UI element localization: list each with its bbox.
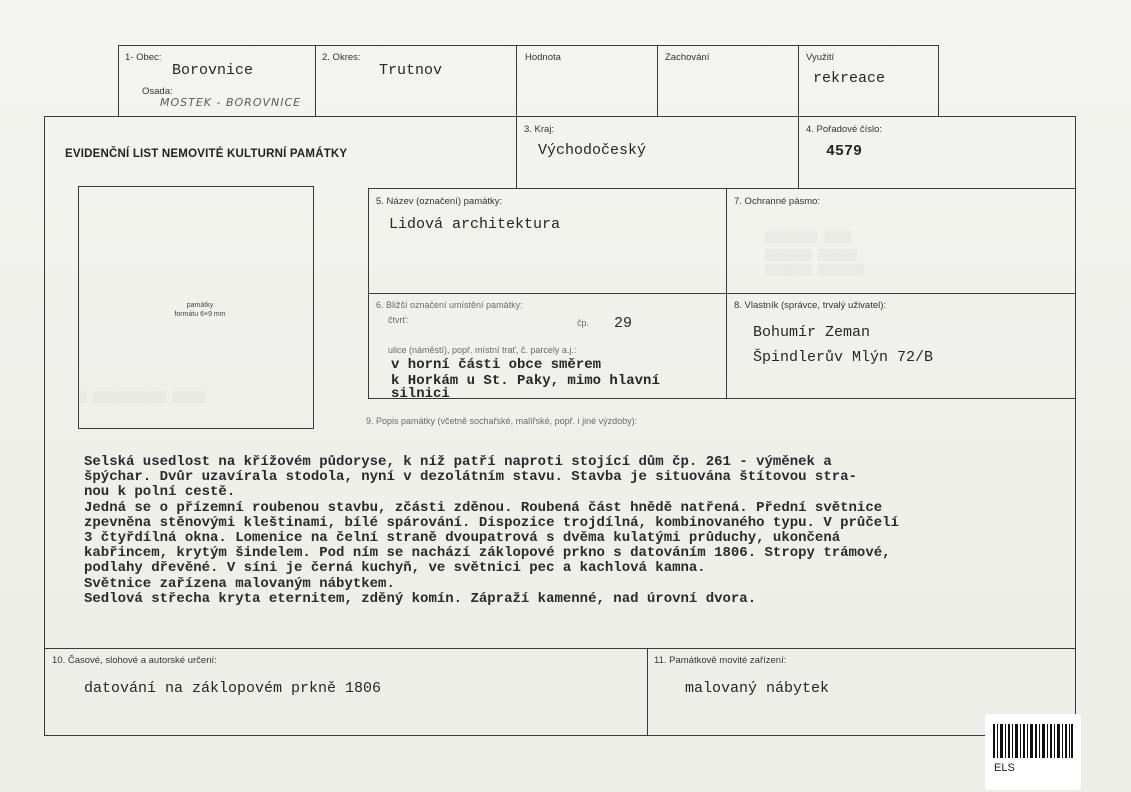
umisteni-line: silnici <box>391 386 450 397</box>
popis-line: špýchar. Dvůr uzavírala stodola, nyní v dezolátním stavu. Stavba je situována štítovou stra- <box>84 469 857 486</box>
show-through-text: ▒▒▒▒▒▒▒ ▒▒▒▒▒▒ <box>765 250 858 262</box>
obec-value: Borovnice <box>172 62 254 79</box>
vlastnik-name: Bohumír Zeman <box>753 324 871 341</box>
popis-line: Jedná se o přízemní roubenou stavbu, zčásti zděnou. Roubená část hnědě natřená. Přední světnice <box>84 499 883 516</box>
popis-line: nou k polní cestě. <box>84 484 236 501</box>
hodnota-label: Hodnota <box>525 52 561 63</box>
osada-value: MOSTEK - BOROVNICE <box>160 96 302 109</box>
popis-line: zpevněna stěnovými kleštinami, bílé spárování. Dispozice trojdílná, kombinovaného typu. V průčelí <box>84 514 899 531</box>
barcode-code: ELS <box>994 762 1015 774</box>
kraj-value: Východočeský <box>538 142 647 159</box>
popis-line: Světnice zařízena malovaným nábytkem. <box>84 575 395 592</box>
pasmo-label: 7. Ochranné pásmo: <box>734 196 821 207</box>
popis-line: kabřincem, krytým šindelem. Pod ním se nachází záklopové prkno s datováním 1806. Stropy trámové, <box>84 545 891 562</box>
cp-label: čp. <box>577 318 590 328</box>
vyuziti-value: rekreace <box>813 70 886 87</box>
obec-label: 1- Obec: <box>125 52 162 63</box>
poradove-label: 4. Pořadové číslo: <box>806 124 883 135</box>
ctvrt-label: čtvrť: <box>388 315 409 325</box>
nazev-label: 5. Název (označení) památky: <box>376 196 503 207</box>
osada-label: Osada: <box>142 86 173 97</box>
ulice-label: ulice (náměstí), popř. místní trať, č. parcely a.j.: <box>388 345 577 355</box>
okres-label: 2. Okres: <box>322 52 361 63</box>
kraj-label: 3. Kraj: <box>524 124 555 135</box>
casove-label: 10. Časové, slohové a autorské určení: <box>52 655 217 666</box>
popis-line: Selská usedlost na křížovém půdoryse, k níž patří naproti stojící dům čp. 261 - výměnek a <box>84 454 832 470</box>
show-through-text: ▒▒▒▒▒▒▒ ▒▒▒▒▒▒▒ <box>765 265 865 277</box>
popis-line: Sedlová střecha kryta eternitem, zděný komín. Zápraží kamenné, nad úrovní dvora. <box>84 590 757 607</box>
umisteni-label: 6. Bližší označení umístění památky: <box>376 300 523 310</box>
movite-label: 11. Památkově movité zařízení: <box>654 655 787 666</box>
barcode-icon <box>993 724 1073 758</box>
okres-value: Trutnov <box>379 62 443 79</box>
show-through-text: ▒▒▒▒▒▒▒▒ ▒▒▒▒ <box>765 232 851 244</box>
show-through-text: ▒ ▒▒▒▒▒▒▒▒▒▒▒ ▒▒▒▒▒ <box>80 392 206 404</box>
popis-text <box>84 455 1064 607</box>
vyuziti-label: Využití <box>806 52 835 63</box>
umisteni-line: v horní části obce směrem <box>391 357 602 373</box>
barcode-sticker <box>985 714 1081 790</box>
photo-line1: památky <box>186 302 214 309</box>
photo-placeholder-text <box>150 301 250 319</box>
vlastnik-label: 8. Vlastník (správce, trvalý uživatel): <box>734 300 887 311</box>
nazev-value: Lidová architektura <box>389 216 561 233</box>
casove-value: datování na záklopovém prkně 1806 <box>84 680 382 697</box>
form-title: EVIDENČNÍ LIST NEMOVITÉ KULTURNÍ PAMÁTKY <box>65 148 348 160</box>
popis-line: podlahy dřevěné. V síni je černá kuchyň, ve světnici pec a kachlová kamna. <box>84 560 706 577</box>
umisteni-line: k Horkám u St. Paky, mimo hlavní <box>391 373 660 389</box>
popis-line: 3 čtyřdílná okna. Lomenice na čelní straně dvoupatrová s dvěma kulatými průduchy, ukončená <box>84 530 841 547</box>
photo-line2: formátu 6×9 mm <box>174 311 226 318</box>
zachovani-label: Zachování <box>665 52 710 63</box>
movite-value: malovaný nábytek <box>685 680 830 697</box>
vlastnik-address: Špindlerův Mlýn 72/B <box>753 349 934 366</box>
popis-label: 9. Popis památky (včetně sochařské, malířské, popř. i jiné výzdoby): <box>366 416 638 426</box>
poradove-value: 4579 <box>826 143 863 160</box>
cp-value: 29 <box>614 315 633 332</box>
